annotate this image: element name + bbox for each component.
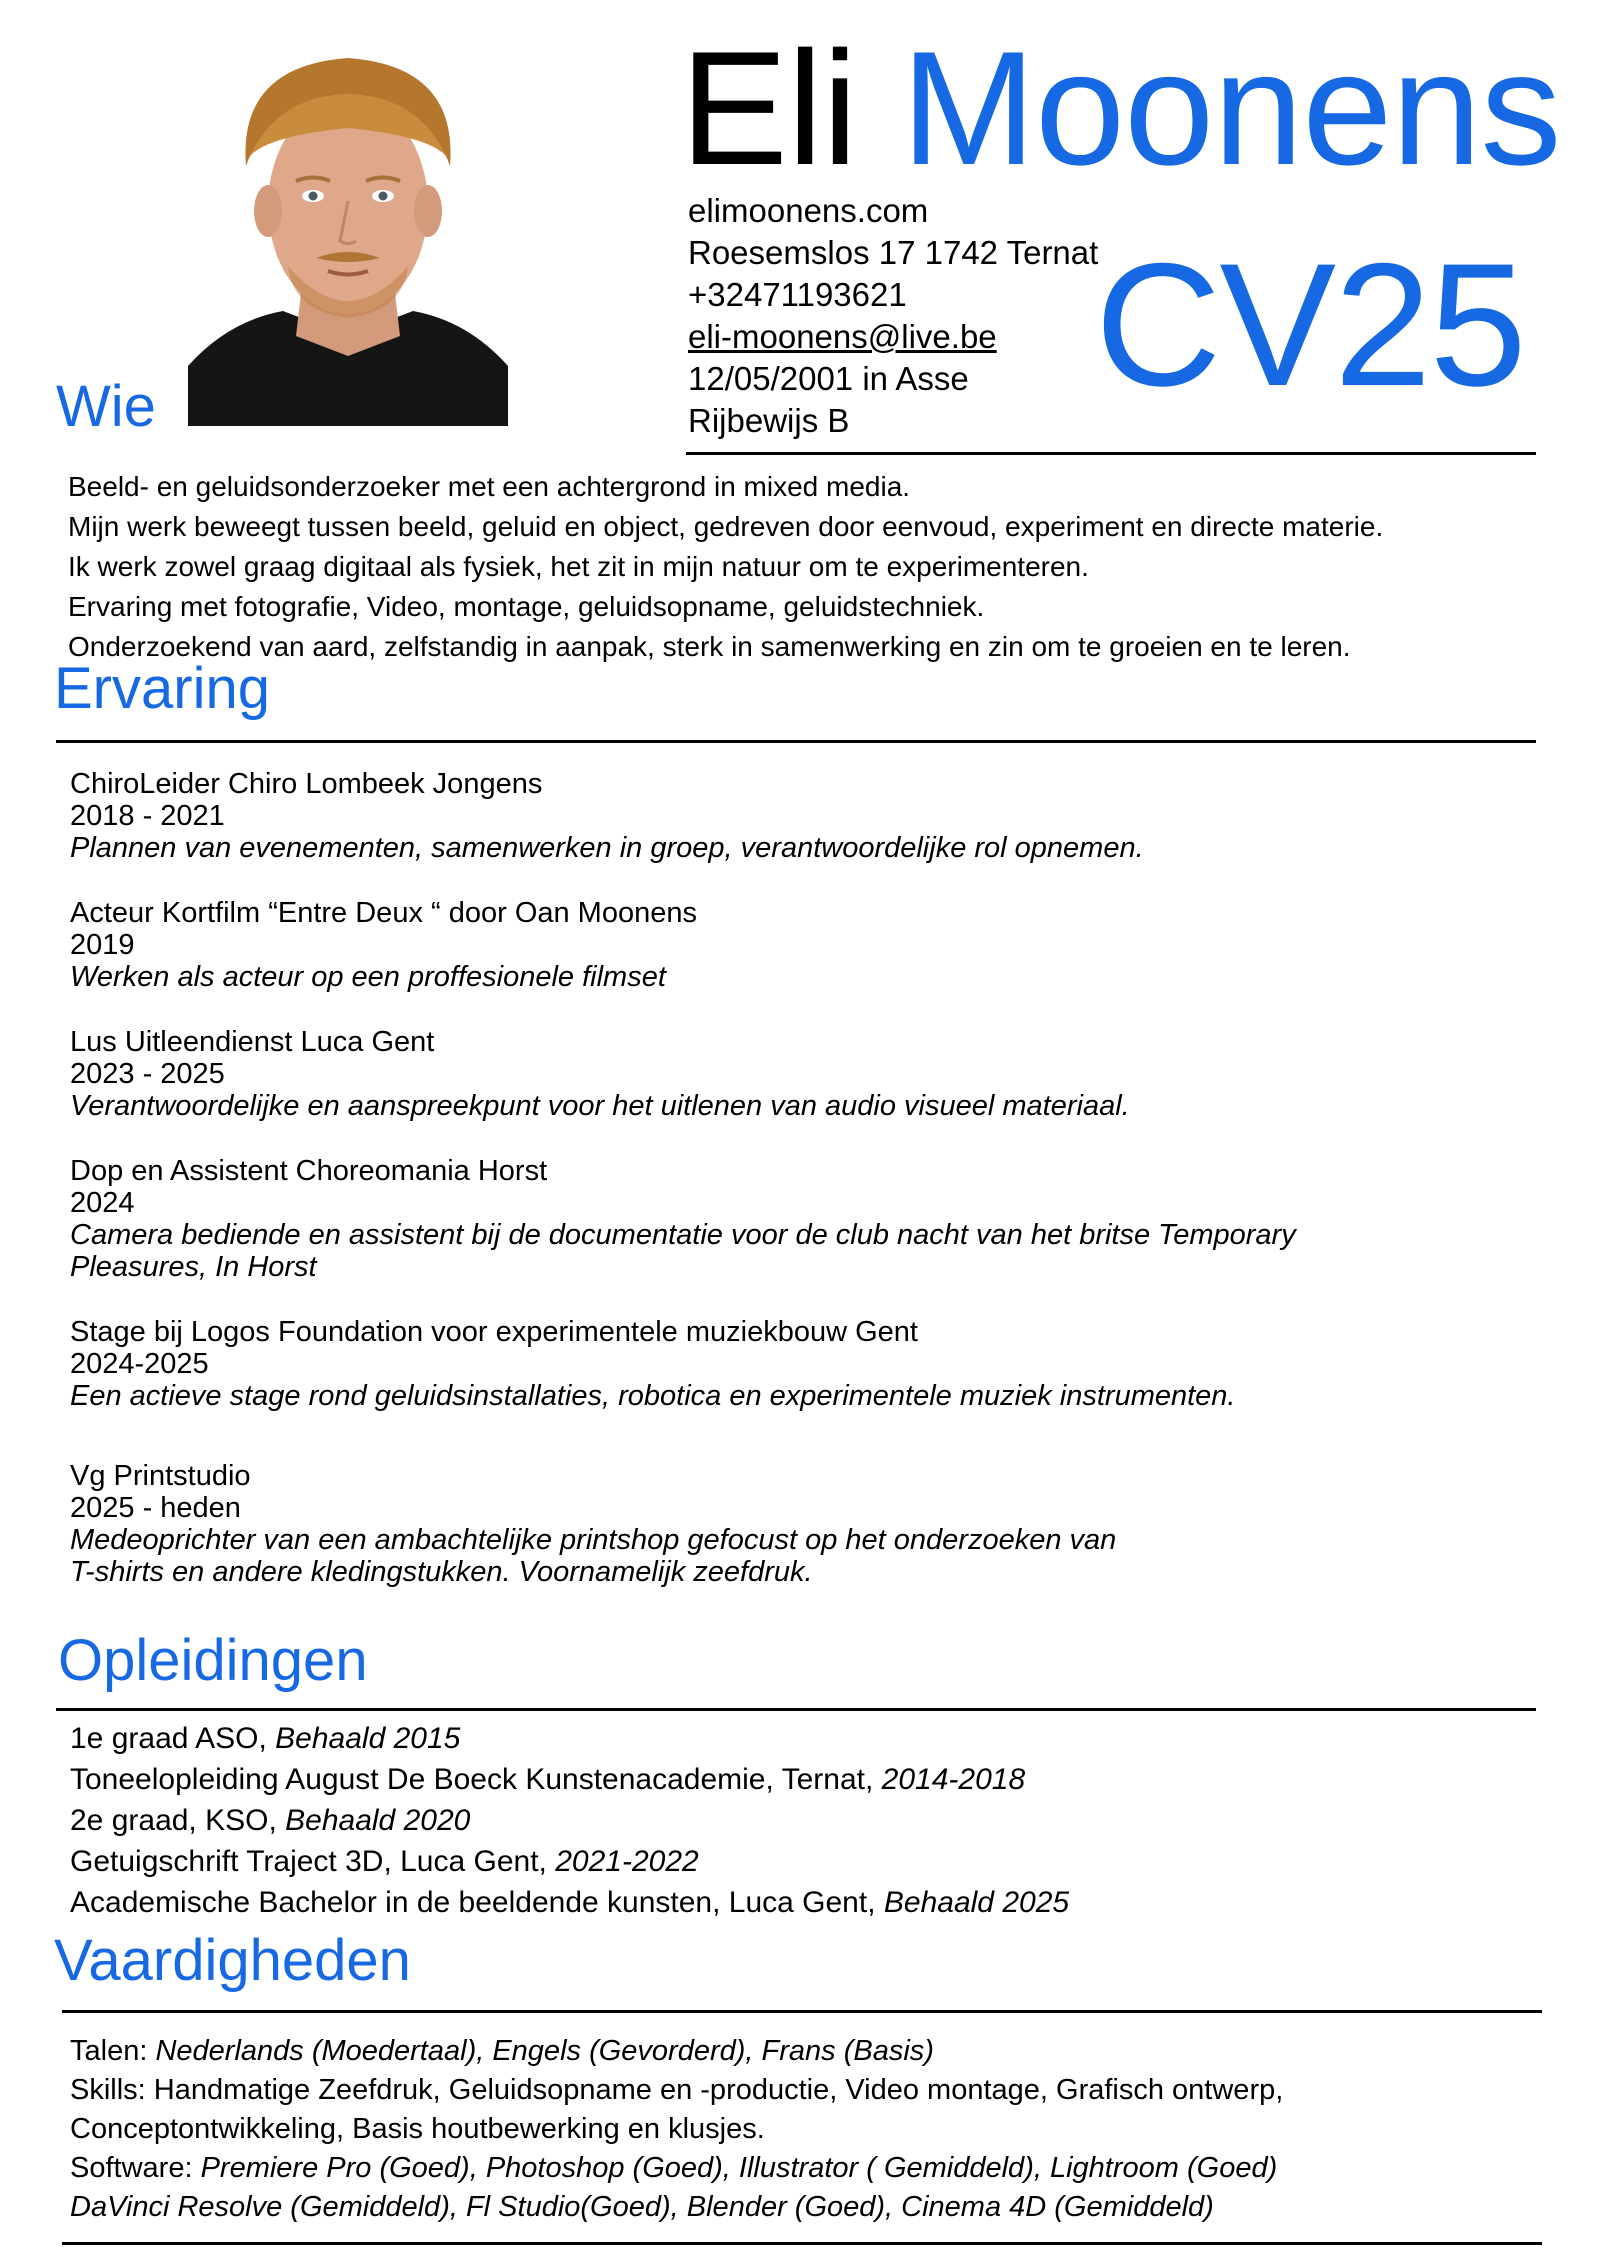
intro-line: Beeld- en geluidsonderzoeker met een achtergrond in mixed media.: [68, 471, 911, 502]
software-row: [70, 2149, 1283, 2188]
education-note: 2021-2022: [555, 1845, 699, 1878]
portrait-icon: [188, 36, 508, 426]
education-item: [70, 1841, 1069, 1882]
experience-item: [70, 1155, 1296, 1283]
experience-years: 2025 - heden: [70, 1492, 241, 1524]
languages-row: [70, 2032, 1283, 2071]
experience-years: 2024: [70, 1187, 135, 1219]
skills-block: [70, 2032, 1283, 2227]
software-row-continued: [70, 2188, 1283, 2227]
license-text: Rijbewijs B: [688, 402, 850, 439]
experience-item: [70, 1026, 1130, 1122]
section-heading-vaardigheden: Vaardigheden: [54, 1928, 411, 1993]
experience-years: 2019: [70, 929, 135, 961]
first-name: Eli: [680, 18, 858, 199]
experience-title: Dop en Assistent Choreomania Horst: [70, 1155, 548, 1187]
divider: [56, 1708, 1536, 1711]
experience-years: 2024-2025: [70, 1348, 209, 1380]
intro-text: [68, 467, 1383, 667]
description-line: Plannen van evenementen, samenwerken in groep, verantwoordelijke rol opnemen.: [70, 832, 1144, 864]
skills-row-continued: Conceptontwikkeling, Basis houtbewerking en klusjes.: [70, 2113, 765, 2145]
experience-description: [70, 832, 1144, 864]
divider: [56, 740, 1536, 743]
experience-description: [70, 1380, 1235, 1412]
experience-description: [70, 961, 697, 993]
education-name: Academische Bachelor in de beeldende kunsten, Luca Gent,: [70, 1886, 876, 1919]
experience-item: [70, 1460, 1116, 1588]
skills-value: Handmatige Zeefdruk, Geluidsopname en -productie, Video montage, Grafisch ontwerp,: [153, 2074, 1284, 2106]
experience-years: 2023 - 2025: [70, 1058, 225, 1090]
divider: [686, 452, 1536, 455]
description-line: Verantwoordelijke en aanspreekpunt voor het uitlenen van audio visueel materiaal.: [70, 1090, 1130, 1122]
cv-label: CV25: [1095, 228, 1525, 423]
software-value: DaVinci Resolve (Gemiddeld), Fl Studio(Goed), Blender (Goed), Cinema 4D (Gemiddeld): [70, 2191, 1214, 2223]
page-title: [680, 18, 1561, 199]
education-note: 2014-2018: [881, 1763, 1026, 1796]
education-name: Getuigschrift Traject 3D, Luca Gent,: [70, 1845, 547, 1878]
education-note: Behaald 2020: [285, 1804, 471, 1837]
description-line: Medeoprichter van een ambachtelijke printshop gefocust op het onderzoeken van: [70, 1524, 1117, 1556]
experience-description: [70, 1524, 1116, 1588]
education-name: 1e graad ASO,: [70, 1722, 267, 1755]
experience-item: [70, 768, 1144, 864]
education-item: [70, 1800, 1069, 1841]
portrait-photo: [188, 36, 508, 426]
description-line: Camera bediende en assistent bij de documentatie voor de club nacht van het britse Temporary: [70, 1219, 1296, 1251]
experience-title: Vg Printstudio: [70, 1460, 251, 1492]
intro-line: Ervaring met fotografie, Video, montage, geluidsopname, geluidstechniek.: [68, 591, 985, 622]
skills-label: Skills:: [70, 2074, 146, 2106]
description-line: Een actieve stage rond geluidsinstallaties, robotica en experimentele muziek instrumenten.: [70, 1380, 1236, 1412]
education-item: [70, 1718, 1069, 1759]
address-text: Roesemslos 17 1742 Ternat: [688, 234, 1099, 271]
languages-label: Talen:: [70, 2035, 148, 2067]
education-list: [70, 1718, 1069, 1923]
experience-item: [70, 897, 697, 993]
phone-text: +32471193621: [688, 276, 907, 313]
experience-title: ChiroLeider Chiro Lombeek Jongens: [70, 768, 543, 800]
description-line: Pleasures, In Horst: [70, 1251, 317, 1283]
last-name: Moonens: [901, 18, 1561, 199]
description-line: T-shirts en andere kledingstukken. Voornamelijk zeefdruk.: [70, 1556, 813, 1588]
education-name: 2e graad, KSO,: [70, 1804, 277, 1837]
birth-text: 12/05/2001 in Asse: [688, 360, 969, 397]
contact-info: [688, 190, 1098, 442]
intro-line: Mijn werk beweegt tussen beeld, geluid en object, gedreven door eenvoud, experiment en directe materie.: [68, 511, 1384, 542]
education-name: Toneelopleiding August De Boeck Kunstenacademie, Ternat,: [70, 1763, 874, 1796]
software-label: Software:: [70, 2152, 193, 2184]
education-item: [70, 1759, 1069, 1800]
languages-value: Nederlands (Moedertaal), Engels (Gevorderd), Frans (Basis): [155, 2035, 934, 2067]
email-link[interactable]: eli-moonens@live.be: [688, 318, 997, 355]
education-note: Behaald 2015: [275, 1722, 461, 1755]
experience-description: [70, 1219, 1296, 1283]
software-value: Premiere Pro (Goed), Photoshop (Goed), Illustrator ( Gemiddeld), Lightroom (Goed): [200, 2152, 1278, 2184]
experience-description: [70, 1090, 1130, 1122]
experience-title: Stage bij Logos Foundation voor experimentele muziekbouw Gent: [70, 1316, 918, 1348]
skills-row: [70, 2071, 1283, 2110]
divider: [62, 2242, 1542, 2245]
experience-item: [70, 1316, 1235, 1412]
divider: [62, 2010, 1542, 2013]
section-heading-opleidingen: Opleidingen: [58, 1628, 368, 1693]
intro-line: Onderzoekend van aard, zelfstandig in aanpak, sterk in samenwerking en zin om te groeien en te leren.: [68, 631, 1351, 662]
experience-years: 2018 - 2021: [70, 800, 225, 832]
experience-title: Lus Uitleendienst Luca Gent: [70, 1026, 435, 1058]
experience-title: Acteur Kortfilm “Entre Deux “ door Oan Moonens: [70, 897, 697, 929]
education-note: Behaald 2025: [883, 1886, 1070, 1919]
section-heading-ervaring: Ervaring: [54, 656, 270, 721]
intro-line: Ik werk zowel graag digitaal als fysiek, het zit in mijn natuur om te experimenteren.: [68, 551, 1089, 582]
education-item: [70, 1882, 1069, 1923]
section-heading-wie: Wie: [56, 374, 156, 439]
description-line: Werken als acteur op een proffesionele filmset: [70, 961, 666, 993]
website-link[interactable]: elimoonens.com: [688, 192, 929, 229]
